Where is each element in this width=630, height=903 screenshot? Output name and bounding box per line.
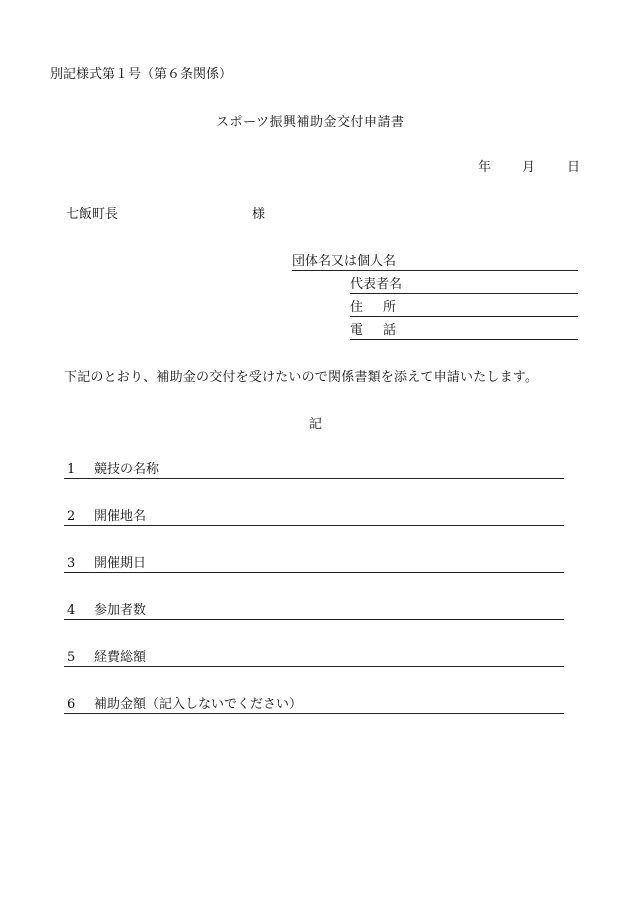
group-name-label: 団体名又は個人名 — [292, 254, 397, 269]
item-label: 補助金額（記入しないでください） — [94, 697, 303, 712]
item-event-name-field[interactable] — [64, 460, 564, 479]
item-date-field[interactable] — [64, 554, 564, 573]
addressee-name: 七飯町長 — [66, 207, 119, 222]
item-participants-field[interactable] — [64, 601, 564, 620]
item-venue-field[interactable] — [64, 507, 564, 526]
representative-label: 代表者名 — [350, 277, 403, 292]
item-label: 経費総額 — [94, 650, 147, 665]
document-title: スポーツ振興補助金交付申請書 — [216, 115, 405, 130]
addressee-honorific: 様 — [252, 207, 266, 222]
item-number: 1 — [67, 462, 76, 477]
address-label: 住所 — [350, 300, 417, 315]
item-number: 4 — [67, 603, 76, 618]
representative-field[interactable] — [350, 275, 578, 294]
phone-label: 電話 — [350, 323, 417, 338]
item-subsidy-amount-field[interactable] — [64, 695, 564, 714]
request-statement: 下記のとおり、補助金の交付を受けたいので関係書類を添えて申請いたします。 — [64, 370, 539, 385]
group-name-field[interactable] — [292, 252, 578, 271]
item-label: 競技の名称 — [94, 462, 160, 477]
ki-heading: 記 — [309, 417, 323, 432]
item-number: 2 — [67, 509, 76, 524]
item-label: 開催期日 — [94, 556, 147, 571]
item-number: 3 — [67, 556, 76, 571]
address-field[interactable] — [350, 298, 578, 317]
item-total-cost-field[interactable] — [64, 648, 564, 667]
item-label: 参加者数 — [94, 603, 147, 618]
year-label: 年 — [478, 160, 492, 175]
item-number: 5 — [67, 650, 76, 665]
phone-field[interactable] — [350, 321, 578, 340]
item-label: 開催地名 — [94, 509, 147, 524]
day-label: 日 — [567, 160, 581, 175]
form-number: 別記様式第１号（第６条関係） — [50, 67, 233, 82]
item-number: 6 — [67, 697, 76, 712]
month-label: 月 — [522, 160, 536, 175]
